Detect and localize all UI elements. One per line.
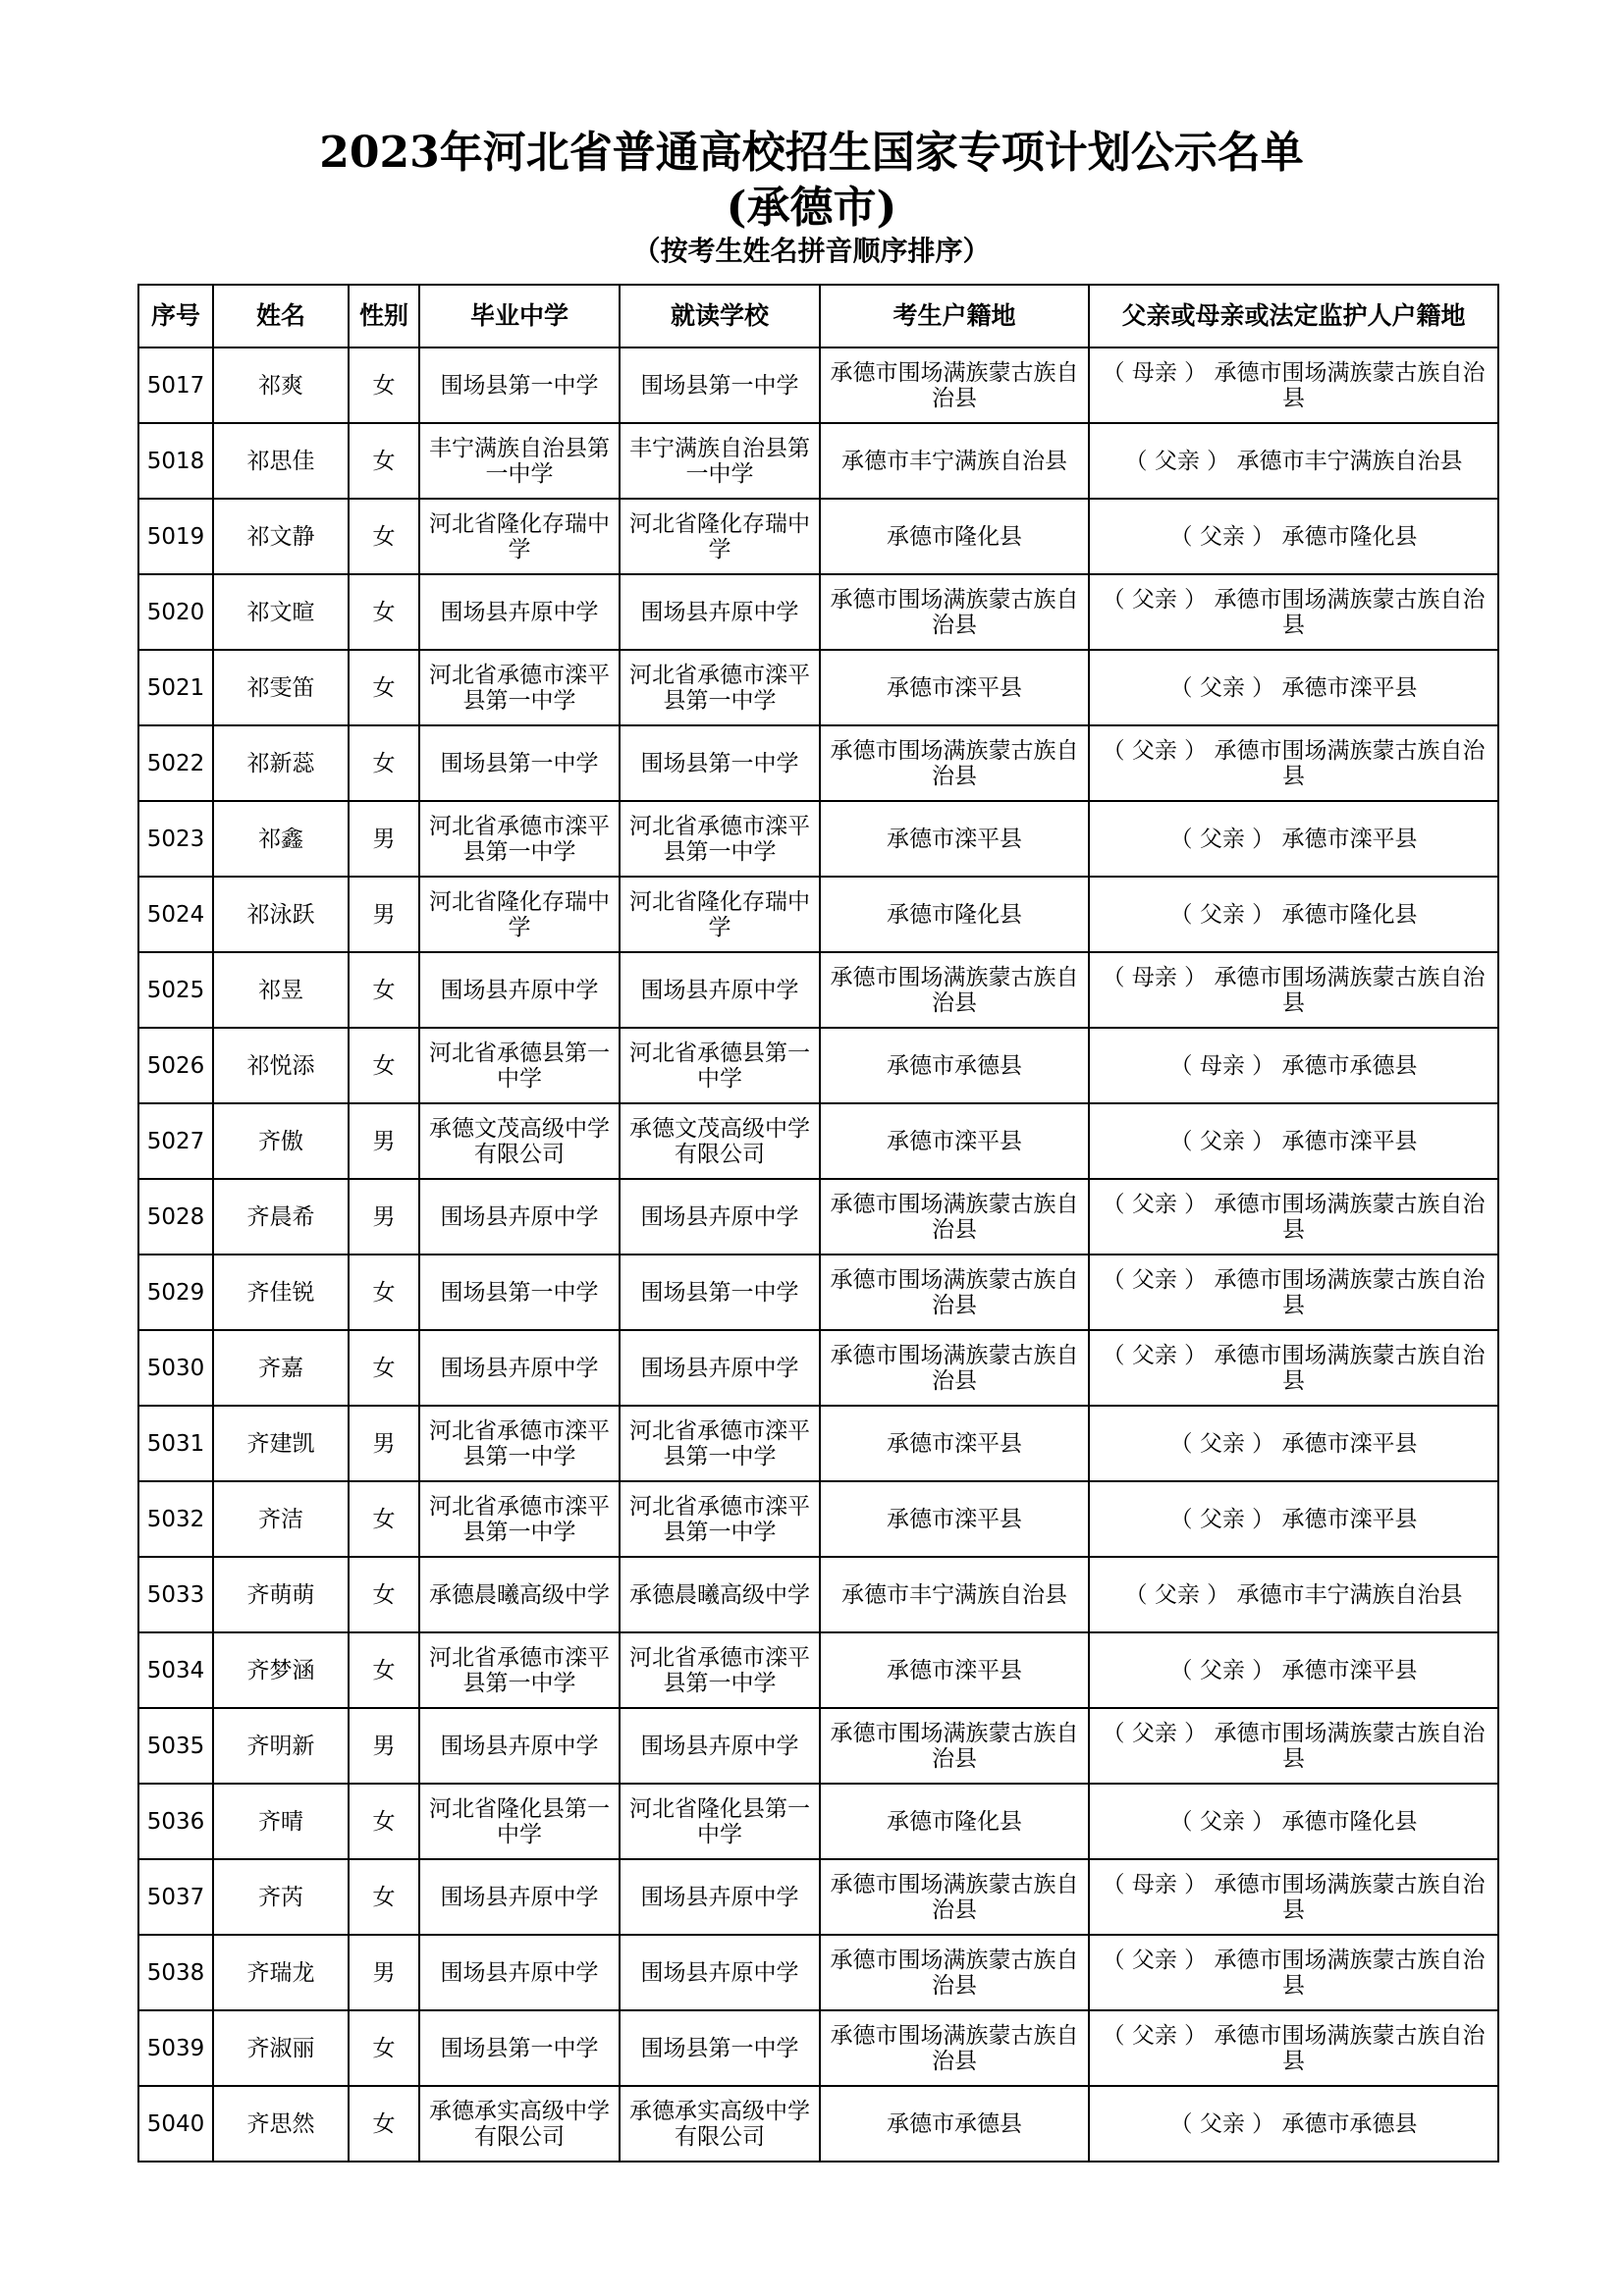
cell-graduated-school: 围场县卉原中学 [419,952,620,1028]
cell-no: 5027 [138,1103,213,1179]
cell-student-residence: 承德市滦平县 [820,1481,1089,1557]
cell-student-residence: 承德市围场满族蒙古族自治县 [820,1179,1089,1255]
cell-guardian-residence: （ 父亲 ） 承德市围场满族蒙古族自治县 [1089,2010,1498,2086]
cell-graduated-school: 围场县第一中学 [419,1255,620,1330]
cell-gender: 男 [349,801,419,877]
cell-guardian-residence: （ 父亲 ） 承德市隆化县 [1089,1784,1498,1859]
cell-guardian-residence: （ 父亲 ） 承德市滦平县 [1089,1481,1498,1557]
table-row [138,574,1498,650]
cell-guardian-residence: （ 母亲 ） 承德市围场满族蒙古族自治县 [1089,952,1498,1028]
sort-note: （按考生姓名拼音顺序排序） [632,235,991,267]
cell-guardian-residence: （ 父亲 ） 承德市围场满族蒙古族自治县 [1089,1935,1498,2010]
cell-name: 齐明新 [213,1708,349,1784]
table-row [138,1632,1498,1708]
cell-student-residence: 承德市丰宁满族自治县 [820,423,1089,499]
cell-gender: 女 [349,1557,419,1632]
cell-name: 祁思佳 [213,423,349,499]
cell-current-school: 围场县卉原中学 [620,1179,820,1255]
cell-current-school: 河北省隆化存瑞中学 [620,877,820,952]
table-row [138,423,1498,499]
cell-student-residence: 承德市滦平县 [820,1632,1089,1708]
cell-name: 齐佳锐 [213,1255,349,1330]
cell-gender: 女 [349,2086,419,2162]
cell-graduated-school: 承德承实高级中学有限公司 [419,2086,620,2162]
cell-current-school: 河北省隆化存瑞中学 [620,499,820,574]
cell-graduated-school: 河北省承德市滦平县第一中学 [419,1481,620,1557]
cell-name: 祁文暄 [213,574,349,650]
cell-student-residence: 承德市围场满族蒙古族自治县 [820,1708,1089,1784]
column-header-no: 序号 [138,285,213,347]
cell-no: 5030 [138,1330,213,1406]
cell-no: 5032 [138,1481,213,1557]
cell-gender: 男 [349,1103,419,1179]
column-header-guardian-residence: 父亲或母亲或法定监护人户籍地 [1089,285,1498,347]
cell-gender: 男 [349,1935,419,2010]
cell-graduated-school: 河北省承德县第一中学 [419,1028,620,1103]
table-row [138,725,1498,801]
cell-gender: 女 [349,499,419,574]
cell-name: 齐芮 [213,1859,349,1935]
cell-gender: 女 [349,2010,419,2086]
cell-name: 祁悦添 [213,1028,349,1103]
cell-graduated-school: 丰宁满族自治县第一中学 [419,423,620,499]
cell-no: 5033 [138,1557,213,1632]
cell-current-school: 河北省承德市滦平县第一中学 [620,801,820,877]
cell-graduated-school: 围场县卉原中学 [419,1330,620,1406]
cell-no: 5017 [138,347,213,423]
column-header-current-school: 就读学校 [620,285,820,347]
cell-no: 5023 [138,801,213,877]
table-row [138,877,1498,952]
table-row [138,2086,1498,2162]
cell-no: 5021 [138,650,213,725]
cell-no: 5040 [138,2086,213,2162]
cell-guardian-residence: （ 父亲 ） 承德市围场满族蒙古族自治县 [1089,1179,1498,1255]
cell-guardian-residence: （ 母亲 ） 承德市围场满族蒙古族自治县 [1089,347,1498,423]
cell-graduated-school: 河北省承德市滦平县第一中学 [419,650,620,725]
cell-guardian-residence: （ 父亲 ） 承德市滦平县 [1089,1103,1498,1179]
cell-student-residence: 承德市围场满族蒙古族自治县 [820,2010,1089,2086]
cell-student-residence: 承德市隆化县 [820,877,1089,952]
cell-current-school: 承德晨曦高级中学 [620,1557,820,1632]
cell-current-school: 围场县卉原中学 [620,574,820,650]
cell-current-school: 承德承实高级中学有限公司 [620,2086,820,2162]
column-header-student-residence: 考生户籍地 [820,285,1089,347]
cell-current-school: 围场县卉原中学 [620,1935,820,2010]
cell-guardian-residence: （ 父亲 ） 承德市围场满族蒙古族自治县 [1089,574,1498,650]
cell-gender: 女 [349,1255,419,1330]
column-header-gender: 性别 [349,285,419,347]
page-subtitle: (承德市) [726,183,897,233]
roster-table [137,284,1499,2163]
cell-guardian-residence: （ 父亲 ） 承德市隆化县 [1089,499,1498,574]
cell-name: 祁新蕊 [213,725,349,801]
table-row [138,499,1498,574]
cell-gender: 男 [349,877,419,952]
table-row [138,1557,1498,1632]
cell-guardian-residence: （ 父亲 ） 承德市滦平县 [1089,1406,1498,1481]
cell-current-school: 丰宁满族自治县第一中学 [620,423,820,499]
cell-no: 5039 [138,2010,213,2086]
cell-graduated-school: 河北省承德市滦平县第一中学 [419,801,620,877]
cell-graduated-school: 河北省承德市滦平县第一中学 [419,1632,620,1708]
cell-name: 祁昱 [213,952,349,1028]
column-header-graduated-school: 毕业中学 [419,285,620,347]
table-row [138,1028,1498,1103]
cell-student-residence: 承德市围场满族蒙古族自治县 [820,1255,1089,1330]
cell-gender: 女 [349,725,419,801]
cell-current-school: 围场县卉原中学 [620,1708,820,1784]
cell-gender: 男 [349,1708,419,1784]
cell-no: 5019 [138,499,213,574]
table-row [138,801,1498,877]
header-row [138,285,1498,347]
table-row [138,1330,1498,1406]
roster-body [138,347,1498,2162]
cell-name: 齐晨希 [213,1179,349,1255]
cell-gender: 女 [349,347,419,423]
cell-no: 5038 [138,1935,213,2010]
cell-graduated-school: 围场县卉原中学 [419,1179,620,1255]
cell-graduated-school: 河北省承德市滦平县第一中学 [419,1406,620,1481]
cell-guardian-residence: （ 父亲 ） 承德市滦平县 [1089,1632,1498,1708]
cell-graduated-school: 围场县第一中学 [419,725,620,801]
cell-guardian-residence: （ 父亲 ） 承德市滦平县 [1089,801,1498,877]
cell-gender: 女 [349,1481,419,1557]
cell-name: 齐嘉 [213,1330,349,1406]
table-row [138,1103,1498,1179]
cell-name: 齐晴 [213,1784,349,1859]
cell-student-residence: 承德市滦平县 [820,1103,1089,1179]
cell-no: 5024 [138,877,213,952]
cell-gender: 女 [349,952,419,1028]
table-row [138,952,1498,1028]
cell-no: 5025 [138,952,213,1028]
cell-current-school: 围场县第一中学 [620,1255,820,1330]
cell-current-school: 河北省承德市滦平县第一中学 [620,650,820,725]
cell-name: 祁泳跃 [213,877,349,952]
cell-name: 齐瑞龙 [213,1935,349,2010]
cell-student-residence: 承德市滦平县 [820,1406,1089,1481]
cell-guardian-residence: （ 父亲 ） 承德市围场满族蒙古族自治县 [1089,1330,1498,1406]
cell-graduated-school: 围场县卉原中学 [419,574,620,650]
cell-graduated-school: 围场县第一中学 [419,347,620,423]
cell-current-school: 河北省隆化县第一中学 [620,1784,820,1859]
cell-student-residence: 承德市滦平县 [820,801,1089,877]
cell-guardian-residence: （ 父亲 ） 承德市隆化县 [1089,877,1498,952]
cell-current-school: 围场县第一中学 [620,725,820,801]
cell-name: 祁爽 [213,347,349,423]
cell-graduated-school: 承德文茂高级中学有限公司 [419,1103,620,1179]
cell-graduated-school: 围场县卉原中学 [419,1935,620,2010]
cell-graduated-school: 河北省隆化存瑞中学 [419,877,620,952]
cell-student-residence: 承德市丰宁满族自治县 [820,1557,1089,1632]
cell-current-school: 围场县卉原中学 [620,1330,820,1406]
cell-student-residence: 承德市围场满族蒙古族自治县 [820,725,1089,801]
cell-gender: 女 [349,650,419,725]
cell-name: 祁文静 [213,499,349,574]
cell-name: 齐梦涵 [213,1632,349,1708]
cell-no: 5020 [138,574,213,650]
cell-name: 齐洁 [213,1481,349,1557]
cell-guardian-residence: （ 父亲 ） 承德市围场满族蒙古族自治县 [1089,1255,1498,1330]
table-row [138,1935,1498,2010]
cell-gender: 女 [349,1632,419,1708]
table-row [138,1255,1498,1330]
cell-student-residence: 承德市围场满族蒙古族自治县 [820,574,1089,650]
cell-student-residence: 承德市隆化县 [820,1784,1089,1859]
cell-guardian-residence: （ 父亲 ） 承德市承德县 [1089,2086,1498,2162]
cell-student-residence: 承德市围场满族蒙古族自治县 [820,1935,1089,2010]
cell-current-school: 围场县卉原中学 [620,952,820,1028]
table-row [138,1179,1498,1255]
cell-no: 5022 [138,725,213,801]
cell-current-school: 河北省承德市滦平县第一中学 [620,1406,820,1481]
cell-gender: 女 [349,423,419,499]
cell-name: 齐傲 [213,1103,349,1179]
cell-student-residence: 承德市隆化县 [820,499,1089,574]
cell-current-school: 围场县卉原中学 [620,1859,820,1935]
cell-graduated-school: 围场县卉原中学 [419,1708,620,1784]
cell-no: 5018 [138,423,213,499]
cell-name: 齐萌萌 [213,1557,349,1632]
cell-current-school: 河北省承德市滦平县第一中学 [620,1632,820,1708]
cell-current-school: 河北省承德县第一中学 [620,1028,820,1103]
cell-current-school: 河北省承德市滦平县第一中学 [620,1481,820,1557]
cell-current-school: 围场县第一中学 [620,2010,820,2086]
cell-name: 齐建凯 [213,1406,349,1481]
cell-graduated-school: 围场县第一中学 [419,2010,620,2086]
cell-student-residence: 承德市围场满族蒙古族自治县 [820,1330,1089,1406]
cell-no: 5036 [138,1784,213,1859]
cell-name: 祁雯笛 [213,650,349,725]
cell-no: 5037 [138,1859,213,1935]
cell-student-residence: 承德市滦平县 [820,650,1089,725]
cell-name: 齐思然 [213,2086,349,2162]
cell-gender: 女 [349,574,419,650]
cell-student-residence: 承德市承德县 [820,1028,1089,1103]
cell-gender: 女 [349,1330,419,1406]
table-row [138,347,1498,423]
table-row [138,1859,1498,1935]
cell-no: 5035 [138,1708,213,1784]
cell-gender: 女 [349,1784,419,1859]
cell-gender: 男 [349,1406,419,1481]
cell-student-residence: 承德市围场满族蒙古族自治县 [820,347,1089,423]
cell-gender: 女 [349,1859,419,1935]
table-row [138,1708,1498,1784]
table-row [138,1406,1498,1481]
cell-student-residence: 承德市围场满族蒙古族自治县 [820,952,1089,1028]
table-row [138,1481,1498,1557]
column-header-name: 姓名 [213,285,349,347]
table-row [138,1784,1498,1859]
cell-guardian-residence: （ 母亲 ） 承德市围场满族蒙古族自治县 [1089,1859,1498,1935]
cell-current-school: 围场县第一中学 [620,347,820,423]
cell-graduated-school: 承德晨曦高级中学 [419,1557,620,1632]
cell-no: 5028 [138,1179,213,1255]
cell-gender: 男 [349,1179,419,1255]
cell-no: 5034 [138,1632,213,1708]
cell-gender: 女 [349,1028,419,1103]
cell-student-residence: 承德市围场满族蒙古族自治县 [820,1859,1089,1935]
page-title: 2023年河北省普通高校招生国家专项计划公示名单 [319,128,1304,178]
table-row [138,650,1498,725]
cell-no: 5026 [138,1028,213,1103]
cell-guardian-residence: （ 母亲 ） 承德市承德县 [1089,1028,1498,1103]
cell-student-residence: 承德市承德县 [820,2086,1089,2162]
cell-guardian-residence: （ 父亲 ） 承德市丰宁满族自治县 [1089,1557,1498,1632]
cell-no: 5031 [138,1406,213,1481]
cell-guardian-residence: （ 父亲 ） 承德市围场满族蒙古族自治县 [1089,1708,1498,1784]
cell-graduated-school: 河北省隆化县第一中学 [419,1784,620,1859]
cell-guardian-residence: （ 父亲 ） 承德市丰宁满族自治县 [1089,423,1498,499]
cell-graduated-school: 围场县卉原中学 [419,1859,620,1935]
cell-current-school: 承德文茂高级中学有限公司 [620,1103,820,1179]
cell-guardian-residence: （ 父亲 ） 承德市围场满族蒙古族自治县 [1089,725,1498,801]
cell-name: 祁鑫 [213,801,349,877]
cell-name: 齐淑丽 [213,2010,349,2086]
cell-graduated-school: 河北省隆化存瑞中学 [419,499,620,574]
cell-no: 5029 [138,1255,213,1330]
table-row [138,2010,1498,2086]
cell-guardian-residence: （ 父亲 ） 承德市滦平县 [1089,650,1498,725]
